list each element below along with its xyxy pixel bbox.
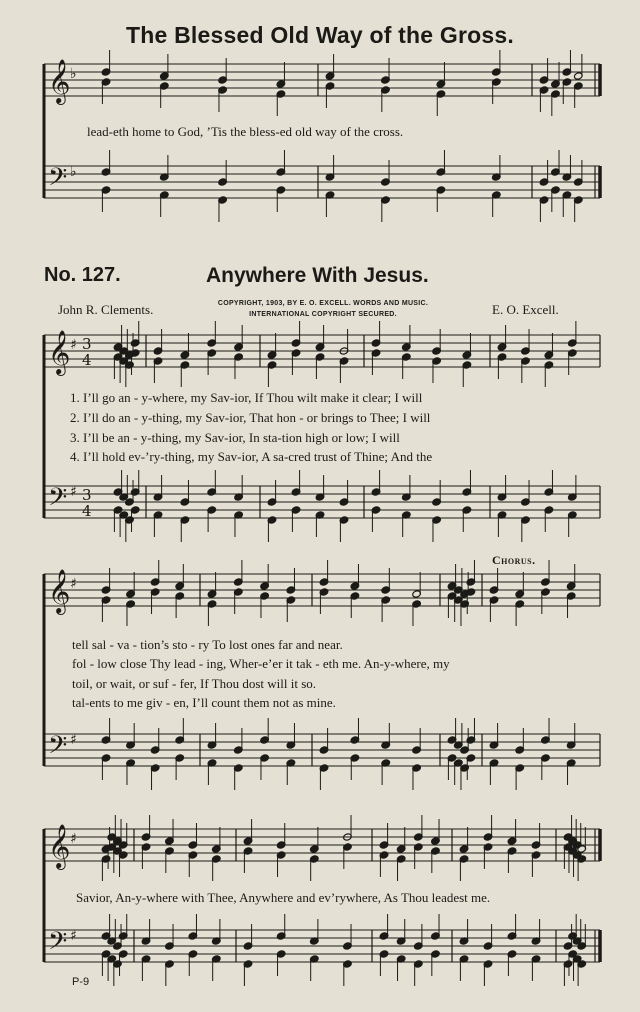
- copyright-line-1: COPYRIGHT, 1903, BY E. O. EXCELL. WORDS AND MUSIC.: [217, 300, 429, 307]
- key-signature-icon: ♯: [70, 831, 77, 847]
- key-signature-icon: ♯: [70, 732, 77, 748]
- verse-line: toil, or wait, or suf - fer, If Thou dost will it so.: [72, 676, 317, 691]
- verse-line: tell sal - va - tion’s sto - ry To lost ones far and near.: [72, 637, 343, 652]
- treble-clef-icon: 𝄞: [48, 824, 71, 868]
- key-signature-icon: ♯: [70, 576, 77, 592]
- time-signature-bottom: 4: [82, 351, 92, 369]
- top-hymn-lyric: lead-eth home to God, ’Tis the bless-ed old way of the cross.: [87, 124, 404, 139]
- time-signature-top: 3: [82, 335, 92, 353]
- key-signature-icon: ♯: [70, 484, 77, 500]
- hymn-number: No. 127.: [44, 264, 121, 286]
- verse-line: 1. I’ll go an - y-where, my Sav-ior, If Thou wilt make it clear; I will: [70, 390, 423, 405]
- verse-line: 2. I’ll do an - y-thing, my Sav-ior, That hon - or brings to Thee; I will: [70, 410, 431, 425]
- time-signature-bottom: 4: [82, 502, 92, 520]
- top-hymn-title: The Blessed Old Way of the Gross.: [126, 22, 514, 48]
- bass-clef-icon: 𝄢: [48, 163, 68, 198]
- treble-clef-icon: 𝄞: [48, 59, 71, 103]
- treble-clef-icon: 𝄞: [48, 569, 71, 613]
- copyright-line-2: INTERNATIONAL COPYRIGHT SECURED.: [249, 311, 397, 318]
- hymn-title: Anywhere With Jesus.: [206, 264, 429, 287]
- key-signature-icon: ♭: [70, 164, 77, 180]
- bass-clef-icon: 𝄢: [48, 731, 68, 766]
- verse-line: 3. I’ll be an - y-thing, my Sav-ior, In sta-tion high or low; I will: [70, 430, 400, 445]
- time-signature-top: 3: [82, 486, 92, 504]
- hymn-author: John R. Clements.: [58, 302, 154, 317]
- chorus-lyric-line: Savior, An-y-where with Thee, Anywhere and ev’rywhere, As Thou leadest me.: [76, 890, 491, 905]
- bass-clef-icon: 𝄢: [48, 927, 68, 962]
- key-signature-icon: ♯: [70, 928, 77, 944]
- bass-clef-icon: 𝄢: [48, 483, 68, 518]
- hymn-composer: E. O. Excell.: [492, 302, 559, 317]
- verse-line: tal-ents to me giv - en, I’ll count them not as mine.: [72, 695, 336, 710]
- page-footer: P-9: [72, 976, 90, 988]
- treble-clef-icon: 𝄞: [48, 330, 71, 374]
- verse-line: fol - low close Thy lead - ing, Wher-e’er it tak - eth me. An-y-where, my: [72, 656, 450, 671]
- verse-line: 4. I’ll hold ev-’ry-thing, my Sav-ior, A sa-cred trust of Thine; And the: [70, 449, 433, 464]
- key-signature-icon: ♭: [70, 66, 77, 82]
- chorus-label: Chorus.: [492, 553, 536, 567]
- key-signature-icon: ♯: [70, 337, 77, 353]
